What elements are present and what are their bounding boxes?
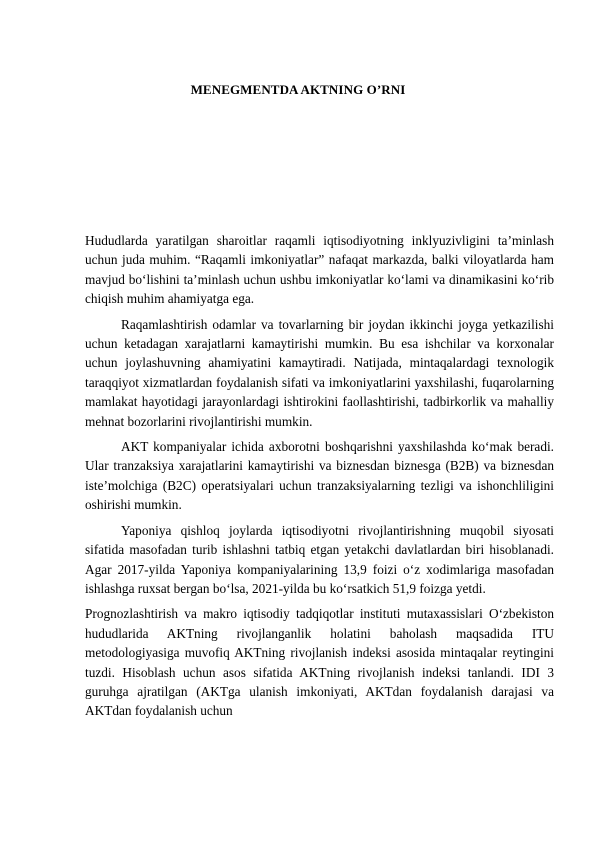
paragraph-4: Yaponiya qishloq joylarda iqtisodiyotni rivojlantirishning muqobil siyosati sifatida masofadan turib ishlashni tatbiq etgan yetakchi davlatlardan biri hisoblanadi. Agar 2017-yilda Yaponiya kompaniyalarining 13,9 foizi o‘z xodimlariga masofadan ishlashga ruxsat bergan bo‘lsa, 2021-yilda bu ko‘rsatkich 51,9 foizga yetdi. bbox=[85, 522, 554, 596]
document-body bbox=[85, 231, 554, 727]
page-title: MENEGMENTDA AKTNING O’RNI bbox=[190, 82, 406, 97]
paragraph-2: Raqamlashtirish odamlar va tovarlarning bir joydan ikkinchi joyga yetkazilishi uchun ketadagan xarajatlarni kamaytirishi mumkin. Bu esa ishchilar va korxonalar uchun joylashuvning ahamiyatini kamaytiradi. Natijada, mintaqalardagi texnologik taraqqiyot xizmatlardan foydalanish sifati va imkoniyatlarini yaxshilashi, fuqarolarning mamlakat hayotidagi jarayonlardagi ishtirokini faollashtirishi, tadbirkorlik va mahalliy mehnat bozorlarini rivojlantirishi mumkin. bbox=[85, 316, 554, 429]
paragraph-3: AKT kompaniyalar ichida axborotni boshqarishni yaxshilashda ko‘mak beradi. Ular tranzaksiya xarajatlarini kamaytirishi va biznesdan biznesga (B2B) va biznesdan iste’molchiga (B2C) operatsiyalari uchun tranzaksiyalarning tezligi va ishonchliligini oshirishi mumkin. bbox=[85, 439, 554, 513]
paragraph-5: Prognozlashtirish va makro iqtisodiy tadqiqotlar instituti mutaxassislari O‘zbekiston hududlarida AKTning rivojlanganlik holatini baholash maqsadida ITU metodologiyasiga muvofiq AKTning rivojlanish indeksi asosida mintaqalar reytingini tuzdi. Hisoblash uchun asos sifatida AKTning rivojlanish indeksi tanlandi. IDI 3 guruhga ajratilgan (AKTga ulanish imkoniyati, AKTdan foydalanish darajasi va AKTdan foydalanish uchun bbox=[85, 606, 554, 719]
paragraph-1: Hududlarda yaratilgan sharoitlar raqamli iqtisodiyotning inklyuzivligini ta’minlash uchun juda muhim. “Raqamli imkoniyatlar” nafaqat markazda, balki viloyatlarda ham mavjud bo‘lishini ta’minlash uchun ushbu imkoniyatlar ko‘lami va dinamikasini ko‘rib chiqish muhim ahamiyatga ega. bbox=[85, 233, 554, 307]
